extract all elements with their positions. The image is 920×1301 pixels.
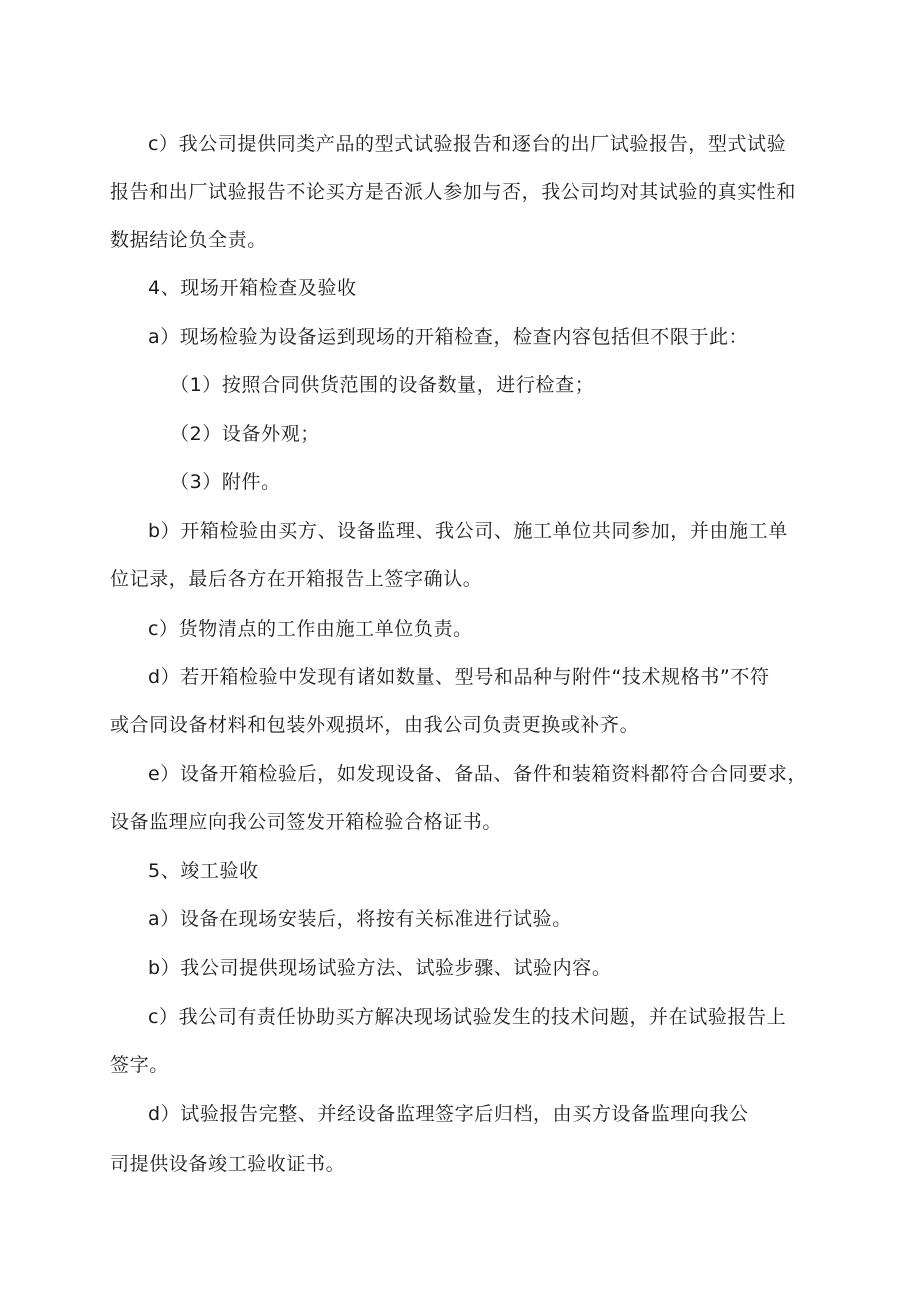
paragraph-d-line-1: d）若开箱检验中发现有诸如数量、型号和品种与附件“技术规格书”不符: [148, 666, 770, 688]
section-heading-5: 5、竣工验收: [148, 860, 259, 882]
paragraph-b2-line-1: b）我公司提供现场试验方法、试验步骤、试验内容。: [148, 957, 612, 979]
paragraph-c3-line-2: 签字。: [110, 1054, 169, 1076]
paragraph-c-line-3: 数据结论负全责。: [110, 229, 267, 251]
paragraph-d2-line-2: 司提供设备竣工验收证书。: [110, 1153, 346, 1175]
section-heading-4: 4、现场开箱检查及验收: [148, 277, 357, 299]
paragraph-d-line-2: 或合同设备材料和包装外观损坏，由我公司负责更换或补齐。: [110, 714, 640, 736]
paragraph-c2-line-1: c）货物清点的工作由施工单位负责。: [148, 618, 473, 640]
paragraph-d2-line-1: d）试验报告完整、并经设备监理签字后归档，由买方设备监理向我公: [148, 1103, 749, 1125]
paragraph-e-line-1: e）设备开箱检验后，如发现设备、备品、备件和装箱资料都符合合同要求，: [148, 763, 808, 785]
paragraph-c-line-1: c）我公司提供同类产品的型式试验报告和逐台的出厂试验报告，型式试验: [148, 133, 787, 155]
list-item-1: （1）按照合同供货范围的设备数量，进行检查；: [170, 374, 595, 396]
paragraph-c-line-2: 报告和出厂试验报告不论买方是否派人参加与否，我公司均对其试验的真实性和: [110, 181, 797, 203]
paragraph-c3-line-1: c）我公司有责任协助买方解决现场试验发生的技术问题，并在试验报告上: [148, 1006, 787, 1028]
list-item-3: （3）附件。: [170, 471, 281, 493]
paragraph-a2-line-1: a）设备在现场安装后，将按有关标准进行试验。: [148, 908, 572, 930]
paragraph-b-line-2: 位记录，最后各方在开箱报告上签字确认。: [110, 568, 483, 590]
list-item-2: （2）设备外观；: [170, 423, 320, 445]
paragraph-b-line-1: b）开箱检验由买方、设备监理、我公司、施工单位共同参加，并由施工单: [148, 520, 788, 542]
paragraph-e-line-2: 设备监理应向我公司签发开箱检验合格证书。: [110, 811, 503, 833]
paragraph-a-line-1: a）现场检验为设备运到现场的开箱检查，检查内容包括但不限于此：: [148, 326, 749, 348]
